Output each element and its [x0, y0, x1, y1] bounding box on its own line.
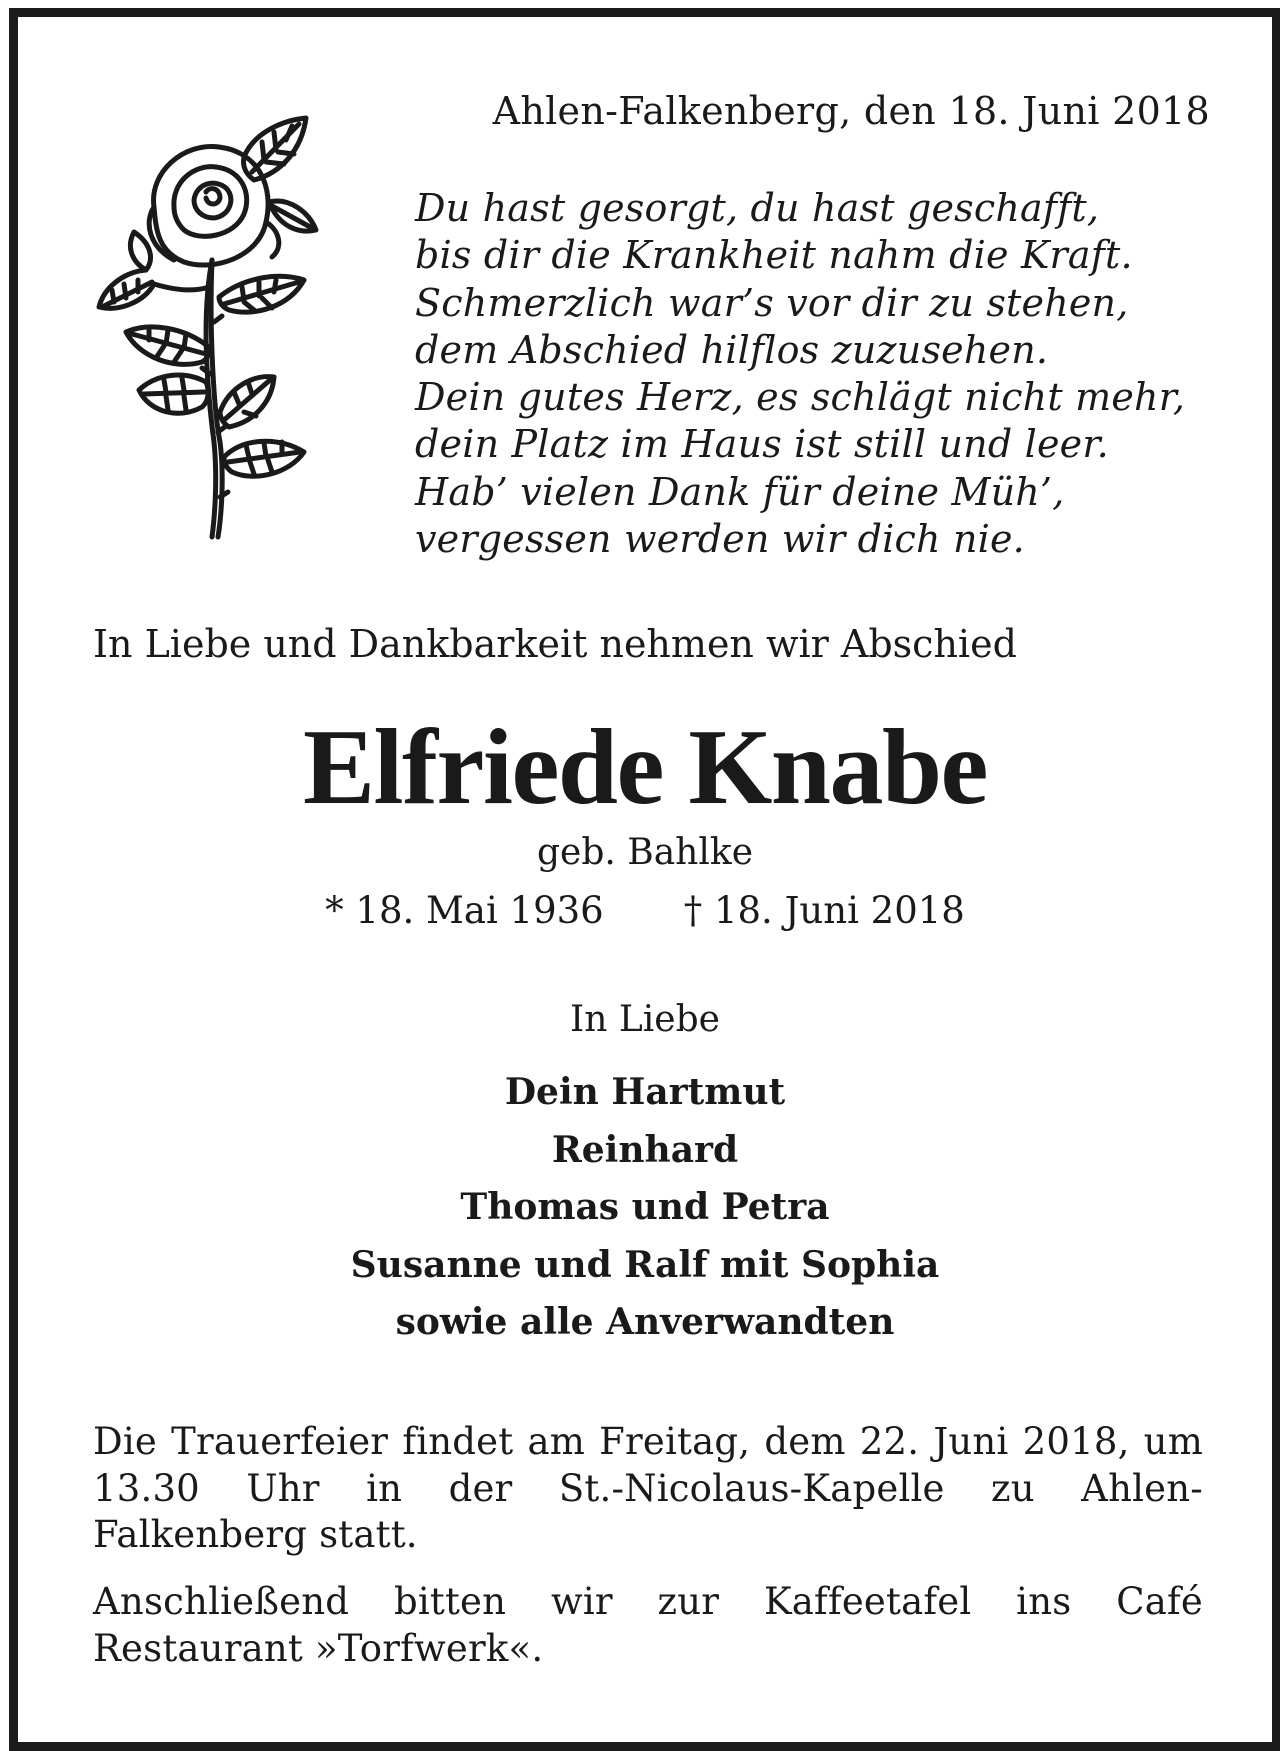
poem-line: vergessen werden wir dich nie.: [415, 517, 1025, 562]
deceased-name: Elfriede Knabe: [303, 708, 987, 827]
poem-line: dem Abschied hilflos zuzusehen.: [415, 327, 1049, 372]
mourner-name: Reinhard: [551, 1128, 739, 1171]
poem-line: Dein gutes Herz, es schlägt nicht mehr,: [415, 375, 1186, 420]
death-date: † 18. Juni 2018: [683, 889, 965, 932]
mourners-list: [18, 1064, 1272, 1352]
obituary-content: [18, 17, 1272, 1742]
mourner-name: sowie alle Anverwandten: [395, 1301, 895, 1343]
obituary-frame: [9, 8, 1280, 1751]
mourner-name: Thomas und Petra: [460, 1186, 830, 1228]
closing-phrase: In Liebe: [570, 999, 720, 1040]
farewell-intro: In Liebe und Dankbarkeit nehmen wir Abschied: [93, 622, 1017, 666]
rose-icon: [94, 112, 342, 542]
poem: [415, 185, 1215, 563]
life-dates: [18, 889, 1272, 932]
poem-line: Du hast gesorgt, du hast geschafft,: [415, 186, 1100, 230]
birth-date: * 18. Mai 1936: [325, 889, 604, 932]
mourner-name: Susanne und Ralf mit Sophia: [350, 1243, 940, 1286]
reception-info: Anschließend bitten wir zur Kaffeetafel ins Café Restaurant »Torfwerk«.: [93, 1580, 1203, 1670]
mourner-name: Dein Hartmut: [504, 1071, 786, 1113]
poem-line: Hab’ vielen Dank für deine Müh’,: [415, 469, 1065, 514]
place-date: Ahlen-Falkenberg, den 18. Juni 2018: [492, 89, 1210, 133]
poem-line: dein Platz im Haus ist still und leer.: [415, 422, 1109, 467]
funeral-info: Die Trauerfeier findet am Freitag, dem 22. Juni 2018, um 13.30 Uhr in der St.-Nicolaus-Kapelle zu Ahlen-Falkenberg statt.: [93, 1420, 1203, 1556]
poem-line: bis dir die Krankheit nahm die Kraft.: [415, 233, 1133, 278]
birth-name: geb. Bahlke: [536, 832, 754, 873]
poem-line: Schmerzlich war’s vor dir zu stehen,: [415, 280, 1129, 325]
